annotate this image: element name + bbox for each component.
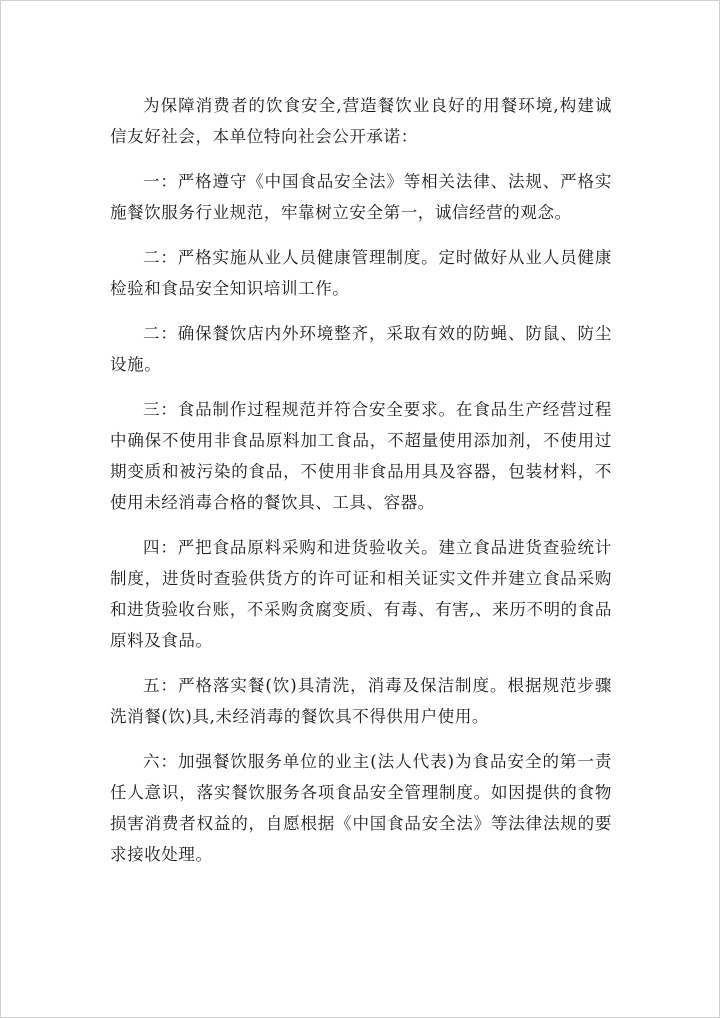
commitment-paragraph-4: 三：食品制作过程规范并符合安全要求。在食品生产经营过程中确保不使用非食品原料加工食品，不超量使用添加剂，不使用过期变质和被污染的食品，不使用非食品用具及容器，包装材料，不使用未经消毒合格的餐饮具、工具、容器。 xyxy=(110,400,612,512)
commitment-paragraph-6: 五：严格落实餐(饮)具清洗，消毒及保洁制度。根据规范步骤洗消餐(饮)具,未经消毒的餐饮具不得供用户使用。 xyxy=(110,676,612,726)
commitment-paragraph-1: 一：严格遵守《中国食品安全法》等相关法律、法规、严格实施餐饮服务行业规范，牢靠树立安全第一，诚信经营的观念。 xyxy=(110,172,612,222)
commitment-paragraph-5: 四：严把食品原料采购和进货验收关。建立食品进货查验统计制度，进货时查验供货方的许可证和相关证实文件并建立食品采购和进货验收台账，不采购贪腐变质、有毒、有害,、来历不明的食品原料及食品。 xyxy=(110,538,612,650)
commitment-paragraph-7: 六：加强餐饮服务单位的业主(法人代表)为食品安全的第一责任人意识，落实餐饮服务各项食品安全管理制度。如因提供的食物损害消费者权益的，自愿根据《中国食品安全法》等法律法规的要求接收处理。 xyxy=(110,752,612,864)
intro-paragraph: 为保障消费者的饮食安全,营造餐饮业良好的用餐环境,构建诚信友好社会，本单位特向社会公开承诺： xyxy=(110,96,612,146)
commitment-paragraph-2: 二：严格实施从业人员健康管理制度。定时做好从业人员健康检验和食品安全知识培训工作。 xyxy=(110,248,612,298)
document-body xyxy=(110,90,612,884)
commitment-paragraph-3: 二：确保餐饮店内外环境整齐，采取有效的防蝇、防鼠、防尘设施。 xyxy=(110,324,612,374)
